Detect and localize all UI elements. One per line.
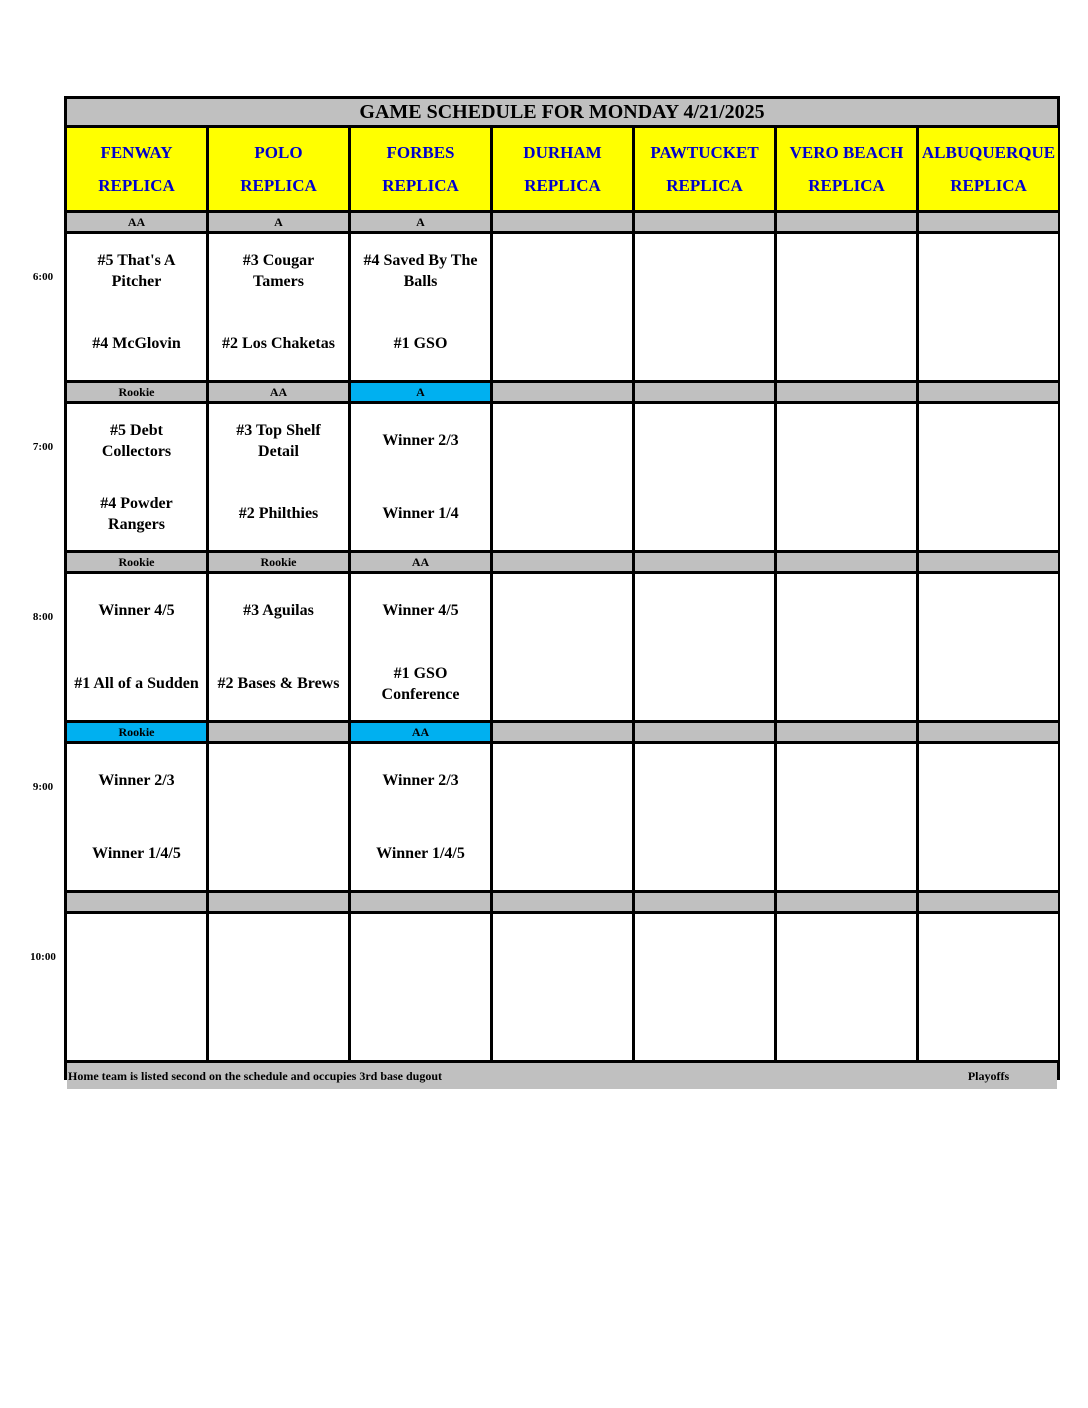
home-team	[635, 307, 774, 380]
division-label: A	[351, 213, 490, 231]
field-subtitle: REPLICA	[808, 176, 885, 195]
away-team	[67, 744, 206, 817]
division-label	[493, 723, 632, 741]
home-team	[209, 987, 348, 1060]
division-label	[777, 383, 916, 401]
game-cell	[777, 574, 916, 720]
home-team-name: #1 GSO Conference	[381, 664, 460, 703]
away-team	[209, 914, 348, 987]
away-team	[919, 744, 1058, 817]
division-label	[493, 383, 632, 401]
home-team	[209, 647, 348, 720]
division-label: Rookie	[67, 723, 206, 741]
away-team	[635, 574, 774, 647]
away-team-name: #4 Saved By The Balls	[363, 251, 478, 290]
home-team	[493, 477, 632, 550]
game-cell	[493, 574, 632, 720]
division-label	[493, 553, 632, 571]
home-team	[493, 647, 632, 720]
away-team	[209, 574, 348, 647]
game-cell	[493, 234, 632, 380]
home-team	[493, 817, 632, 890]
away-team-name: Winner 2/3	[382, 432, 459, 449]
field-name: PAWTUCKET	[650, 143, 759, 162]
game-cell	[351, 404, 490, 550]
game-cell	[67, 574, 206, 720]
home-team	[209, 477, 348, 550]
home-team	[493, 987, 632, 1060]
away-team-name: #5 Debt Collectors	[101, 421, 172, 460]
home-team	[67, 817, 206, 890]
away-team	[351, 574, 490, 647]
division-label	[777, 553, 916, 571]
away-team	[67, 404, 206, 477]
field-name: POLO	[254, 143, 303, 162]
game-cell	[351, 574, 490, 720]
game-cell	[351, 914, 490, 1060]
division-label: Rookie	[67, 383, 206, 401]
home-team	[493, 307, 632, 380]
playoffs-legend: Playoffs	[967, 1069, 1010, 1083]
home-team	[351, 477, 490, 550]
field-subtitle: REPLICA	[666, 176, 743, 195]
game-cell	[777, 744, 916, 890]
field-name: FENWAY	[100, 143, 173, 162]
away-team	[635, 404, 774, 477]
division-label: AA	[209, 383, 348, 401]
away-team	[351, 404, 490, 477]
home-team	[919, 307, 1058, 380]
away-team	[67, 234, 206, 307]
home-team	[67, 307, 206, 380]
away-team	[635, 914, 774, 987]
home-team	[919, 817, 1058, 890]
home-team	[919, 647, 1058, 720]
away-team	[635, 744, 774, 817]
division-label	[919, 723, 1058, 741]
away-team	[493, 234, 632, 307]
field-header	[635, 128, 774, 210]
footer	[67, 1063, 1057, 1089]
field-header	[493, 128, 632, 210]
division-label	[777, 213, 916, 231]
game-cell	[493, 914, 632, 1060]
field-name: ALBUQUERQUE	[921, 143, 1056, 162]
home-team	[351, 647, 490, 720]
away-team-name: Winner 4/5	[382, 602, 459, 619]
home-team	[635, 647, 774, 720]
home-team-name: #4 McGlovin	[92, 335, 181, 352]
home-team-name: #2 Bases & Brews	[217, 675, 340, 692]
game-cell	[919, 234, 1058, 380]
away-team-name: #5 That's A Pitcher	[97, 251, 176, 290]
away-team-name: Winner 4/5	[98, 602, 175, 619]
away-team	[635, 234, 774, 307]
division-label: AA	[351, 723, 490, 741]
home-team	[777, 477, 916, 550]
away-team	[777, 234, 916, 307]
home-team-name: Winner 1/4/5	[376, 845, 465, 862]
division-label: Rookie	[209, 553, 348, 571]
away-team	[777, 404, 916, 477]
field-subtitle: REPLICA	[950, 176, 1027, 195]
away-team	[919, 914, 1058, 987]
time-label: 10:00	[30, 951, 56, 963]
division-label	[777, 723, 916, 741]
game-cell	[777, 914, 916, 1060]
division-label	[351, 893, 490, 911]
game-cell	[67, 234, 206, 380]
home-team-name: #1 All of a Sudden	[74, 675, 199, 692]
game-cell	[919, 574, 1058, 720]
home-team	[919, 477, 1058, 550]
page-title: GAME SCHEDULE FOR MONDAY 4/21/2025	[67, 99, 1057, 125]
away-team-name: Winner 2/3	[98, 772, 175, 789]
game-cell	[67, 914, 206, 1060]
field-header	[67, 128, 206, 210]
field-name: FORBES	[386, 143, 455, 162]
home-team-name: #2 Los Chaketas	[222, 335, 335, 352]
away-team	[919, 234, 1058, 307]
division-label	[919, 553, 1058, 571]
away-team	[493, 744, 632, 817]
division-label: Rookie	[67, 553, 206, 571]
division-label	[635, 213, 774, 231]
footer-note: Home team is listed second on the schedule and occupies 3rd base dugout	[68, 1069, 443, 1083]
away-team	[777, 574, 916, 647]
field-header	[209, 128, 348, 210]
game-cell	[209, 404, 348, 550]
time-label: 6:00	[32, 271, 54, 283]
away-team	[493, 574, 632, 647]
game-cell	[209, 574, 348, 720]
game-cell	[635, 404, 774, 550]
field-header	[919, 128, 1058, 210]
game-cell	[493, 744, 632, 890]
away-team-name: Winner 2/3	[382, 772, 459, 789]
game-cell	[635, 744, 774, 890]
field-subtitle: REPLICA	[524, 176, 601, 195]
field-subtitle: REPLICA	[98, 176, 175, 195]
away-team	[351, 914, 490, 987]
division-label: A	[209, 213, 348, 231]
division-label: AA	[67, 213, 206, 231]
division-label	[919, 383, 1058, 401]
division-label: A	[351, 383, 490, 401]
division-label: AA	[351, 553, 490, 571]
schedule-grid	[64, 96, 1060, 1083]
division-label	[67, 893, 206, 911]
division-label	[919, 213, 1058, 231]
away-team	[209, 404, 348, 477]
away-team-name: #3 Cougar Tamers	[242, 251, 315, 290]
away-team	[777, 744, 916, 817]
home-team	[635, 817, 774, 890]
away-team	[67, 914, 206, 987]
division-label	[635, 383, 774, 401]
game-cell	[209, 914, 348, 1060]
game-cell	[919, 914, 1058, 1060]
game-cell	[351, 744, 490, 890]
home-team	[635, 477, 774, 550]
home-team	[777, 817, 916, 890]
home-team	[919, 987, 1058, 1060]
game-cell	[919, 404, 1058, 550]
home-team	[777, 307, 916, 380]
game-cell	[919, 744, 1058, 890]
home-team	[209, 307, 348, 380]
home-team-name: #2 Philthies	[238, 505, 319, 522]
away-team	[67, 574, 206, 647]
time-label: 8:00	[32, 611, 54, 623]
division-label	[635, 553, 774, 571]
home-team	[67, 647, 206, 720]
away-team	[351, 744, 490, 817]
home-team-name: Winner 1/4/5	[92, 845, 181, 862]
division-label	[777, 893, 916, 911]
away-team	[777, 914, 916, 987]
home-team	[351, 307, 490, 380]
field-header	[777, 128, 916, 210]
home-team	[351, 987, 490, 1060]
away-team	[919, 404, 1058, 477]
game-cell	[635, 914, 774, 1060]
field-header	[351, 128, 490, 210]
home-team	[209, 817, 348, 890]
field-name: VERO BEACH	[789, 143, 904, 162]
division-label	[209, 723, 348, 741]
game-cell	[67, 404, 206, 550]
game-cell	[209, 744, 348, 890]
home-team-name: #1 GSO	[393, 335, 448, 352]
game-cell	[635, 234, 774, 380]
game-cell	[777, 404, 916, 550]
game-cell	[635, 574, 774, 720]
home-team	[351, 817, 490, 890]
division-label	[493, 893, 632, 911]
division-label	[635, 893, 774, 911]
away-team	[351, 234, 490, 307]
field-name: DURHAM	[523, 143, 602, 162]
division-label	[635, 723, 774, 741]
home-team	[777, 647, 916, 720]
home-team-name: #4 Powder Rangers	[100, 494, 173, 533]
division-label	[493, 213, 632, 231]
time-label: 7:00	[32, 441, 54, 453]
away-team	[919, 574, 1058, 647]
away-team	[209, 744, 348, 817]
game-cell	[209, 234, 348, 380]
away-team	[209, 234, 348, 307]
field-subtitle: REPLICA	[382, 176, 459, 195]
game-cell	[67, 744, 206, 890]
game-cell	[493, 404, 632, 550]
game-cell	[777, 234, 916, 380]
time-label: 9:00	[32, 781, 54, 793]
field-subtitle: REPLICA	[240, 176, 317, 195]
home-team	[635, 987, 774, 1060]
home-team-name: Winner 1/4	[382, 505, 459, 522]
division-label	[919, 893, 1058, 911]
division-label	[209, 893, 348, 911]
away-team	[493, 404, 632, 477]
home-team	[67, 987, 206, 1060]
away-team	[493, 914, 632, 987]
home-team	[67, 477, 206, 550]
game-cell	[351, 234, 490, 380]
home-team	[777, 987, 916, 1060]
away-team-name: #3 Top Shelf Detail	[236, 421, 321, 460]
away-team-name: #3 Aguilas	[243, 602, 314, 619]
